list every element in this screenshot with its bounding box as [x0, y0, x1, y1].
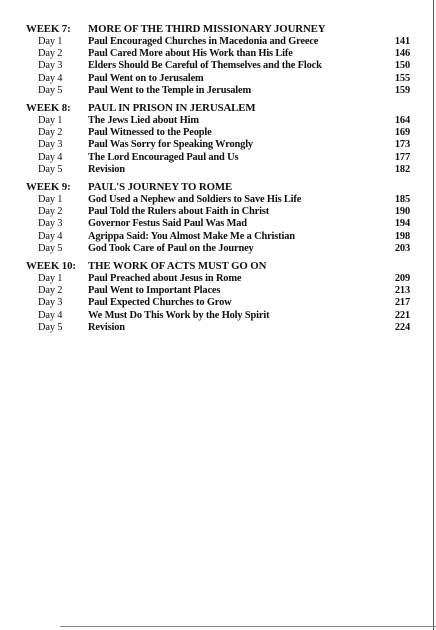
page-number: 224: [394, 321, 410, 333]
page-number: 141: [394, 36, 410, 47]
toc-entry: [26, 310, 410, 322]
week-7-section: [26, 23, 410, 97]
page-number: 203: [394, 242, 410, 254]
lesson-title: The Jews Lied about Him: [88, 115, 199, 127]
page-number: 221: [394, 309, 410, 321]
lesson-title: Paul Preached about Jesus in Rome: [88, 273, 242, 285]
day-label: Day 1: [38, 194, 63, 206]
page-number: 198: [394, 230, 410, 242]
day-label: Day 3: [38, 218, 63, 230]
toc-entry: [26, 85, 410, 97]
lesson-title: God Used a Nephew and Soldiers to Save His Life: [88, 194, 302, 206]
toc-entry: [26, 60, 410, 72]
page-number: 159: [394, 84, 410, 96]
week-10-section: [26, 260, 410, 334]
week-title: PAUL'S JOURNEY TO ROME: [88, 181, 233, 194]
page-number: 217: [394, 297, 410, 309]
day-label: Day 5: [38, 163, 63, 175]
page-number: 194: [394, 218, 410, 230]
day-label: Day 2: [38, 127, 63, 139]
toc-entry: [26, 206, 410, 218]
day-label: Day 4: [38, 151, 63, 163]
week-heading: [26, 102, 410, 115]
page-edge-bottom: [60, 626, 436, 627]
day-label: Day 5: [38, 242, 63, 254]
page-number: 150: [394, 60, 410, 72]
day-label: Day 3: [38, 297, 63, 309]
lesson-title: Agrippa Said: You Almost Make Me a Christian: [88, 230, 295, 242]
toc-entry: [26, 218, 410, 230]
day-label: Day 2: [38, 48, 63, 60]
page-number: 209: [394, 273, 410, 285]
day-label: Day 1: [38, 36, 63, 47]
table-of-contents: [26, 23, 410, 339]
week-8-section: [26, 102, 410, 176]
toc-entry: [26, 164, 410, 176]
lesson-title: Revision: [88, 321, 125, 333]
week-label: WEEK 9:: [26, 181, 71, 194]
lesson-title: Paul Expected Churches to Grow: [88, 297, 232, 309]
day-label: Day 5: [38, 84, 63, 96]
lesson-title: Paul Encouraged Churches in Macedonia and Greece: [88, 36, 319, 47]
lesson-title: Paul Went on to Jerusalem: [88, 72, 204, 84]
toc-entry: [26, 322, 410, 334]
page-number: 190: [394, 206, 410, 218]
page-number: 173: [394, 139, 410, 151]
day-label: Day 4: [38, 309, 63, 321]
week-title: MORE OF THE THIRD MISSIONARY JOURNEY: [88, 23, 326, 35]
toc-entry: [26, 231, 410, 243]
lesson-title: Paul Went to Important Places: [88, 285, 221, 297]
toc-entry: [26, 285, 410, 297]
week-label: WEEK 7:: [26, 23, 71, 35]
week-heading: [26, 181, 410, 194]
day-label: Day 4: [38, 72, 63, 84]
lesson-title: The Lord Encouraged Paul and Us: [88, 151, 239, 163]
day-label: Day 3: [38, 139, 63, 151]
page-number: 182: [394, 163, 410, 175]
page-number: 155: [394, 72, 410, 84]
page-number: 146: [394, 48, 410, 60]
day-label: Day 4: [38, 230, 63, 242]
toc-entry: [26, 273, 410, 285]
week-title: PAUL IN PRISON IN JERUSALEM: [88, 102, 256, 115]
page-number: 177: [394, 151, 410, 163]
lesson-title: Paul Cared More about His Work than His Life: [88, 48, 293, 60]
lesson-title: Paul Went to the Temple in Jerusalem: [88, 84, 251, 96]
toc-entry: [26, 139, 410, 151]
toc-entry: [26, 152, 410, 164]
lesson-title: Paul Told the Rulers about Faith in Christ: [88, 206, 270, 218]
toc-entry: [26, 127, 410, 139]
page-number: 185: [394, 194, 410, 206]
day-label: Day 2: [38, 285, 63, 297]
toc-entry: [26, 194, 410, 206]
day-label: Day 1: [38, 115, 63, 127]
week-heading: [26, 23, 410, 36]
toc-entry: [26, 115, 410, 127]
toc-entry: [26, 243, 410, 255]
toc-entry: [26, 73, 410, 85]
page-number: 164: [394, 115, 410, 127]
page-number: 213: [394, 285, 410, 297]
week-heading: [26, 260, 410, 273]
page-number: 169: [394, 127, 410, 139]
day-label: Day 1: [38, 273, 63, 285]
week-label: WEEK 10:: [26, 260, 76, 273]
lesson-title: Governor Festus Said Paul Was Mad: [88, 218, 247, 230]
week-label: WEEK 8:: [26, 102, 71, 115]
lesson-title: Paul Was Sorry for Speaking Wrongly: [88, 139, 253, 151]
lesson-title: Elders Should Be Careful of Themselves and the Flock: [88, 60, 322, 72]
day-label: Day 5: [38, 321, 63, 333]
lesson-title: Paul Witnessed to the People: [88, 127, 212, 139]
lesson-title: Revision: [88, 163, 125, 175]
day-label: Day 2: [38, 206, 63, 218]
lesson-title: God Took Care of Paul on the Journey: [88, 242, 254, 254]
week-title: THE WORK OF ACTS MUST GO ON: [88, 260, 267, 273]
page-edge-right: [433, 0, 434, 630]
toc-entry: [26, 36, 410, 48]
toc-entry: [26, 297, 410, 309]
week-9-section: [26, 181, 410, 255]
day-label: Day 3: [38, 60, 63, 72]
lesson-title: We Must Do This Work by the Holy Spirit: [88, 309, 270, 321]
toc-entry: [26, 48, 410, 60]
